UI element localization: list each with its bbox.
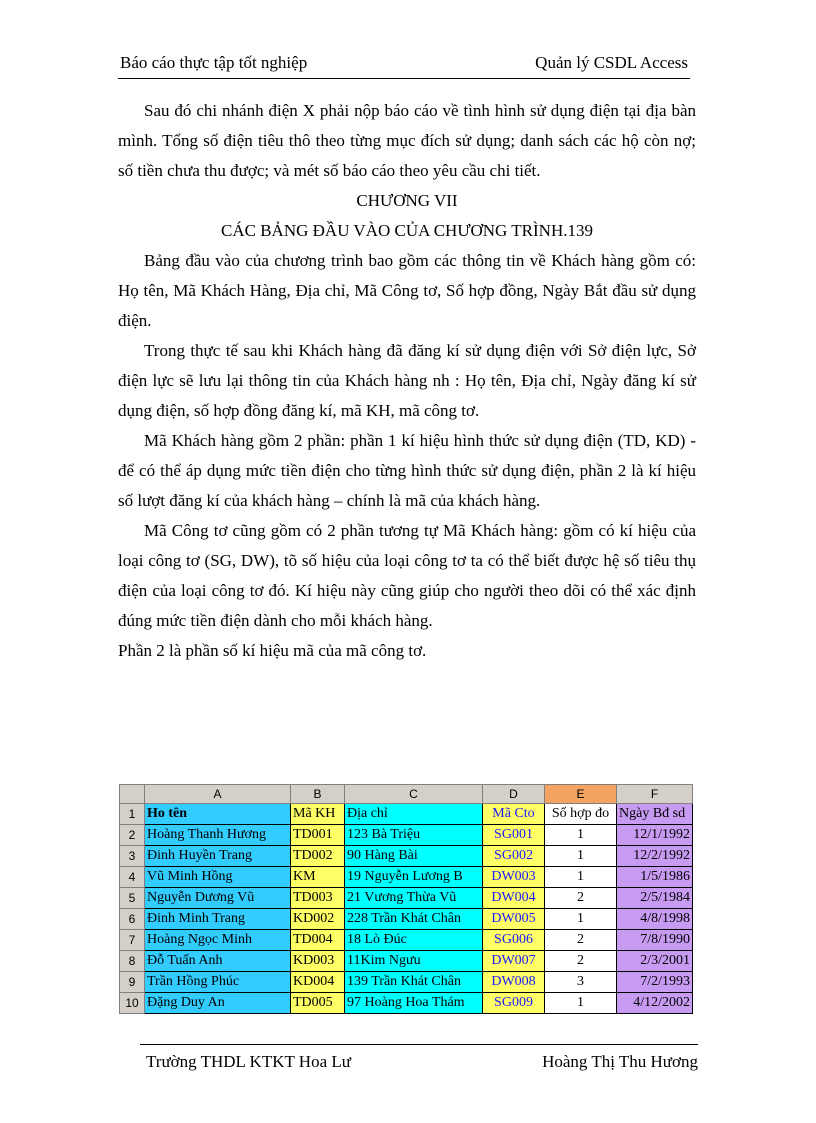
row-number[interactable]: 8 <box>120 951 145 972</box>
cell-kh[interactable]: TD001 <box>291 825 345 846</box>
cell-addr[interactable]: 11Kim Ngưu <box>345 951 483 972</box>
table-row <box>120 930 693 951</box>
cell-kh[interactable]: KD002 <box>291 909 345 930</box>
footer-right: Hoàng Thị Thu Hương <box>542 1052 698 1071</box>
cell-addr[interactable]: 228 Trần Khát Chân <box>345 909 483 930</box>
col-header-b[interactable]: B <box>291 785 345 804</box>
cell-header-name[interactable]: Ho tên <box>145 804 291 825</box>
col-header-a[interactable]: A <box>145 785 291 804</box>
paragraph: Sau đó chi nhánh điện X phải nộp báo cáo về tình hình sử dụng điện tại địa bàn mình. Tổng số điện tiêu thô theo từng mục đích sử dụng; danh sách các hộ còn nợ; số tiền chưa thu được; và mét số báo cáo theo yêu cầu chi tiết. <box>118 101 696 180</box>
cell-cto[interactable]: DW003 <box>483 867 545 888</box>
cell-name[interactable]: Hoàng Thanh Hương <box>145 825 291 846</box>
cell-addr[interactable]: 90 Hàng Bài <box>345 846 483 867</box>
row-number[interactable]: 1 <box>120 804 145 825</box>
select-all-corner[interactable] <box>120 785 145 804</box>
cell-kh[interactable]: KD003 <box>291 951 345 972</box>
cell-date[interactable]: 2/3/2001 <box>617 951 693 972</box>
paragraph: Bảng đầu vào của chương trình bao gồm các thông tin về Khách hàng gồm có: Họ tên, Mã Khách Hàng, Địa chỉ, Mã Công tơ, Số hợp đồng, Ngày Bắt đầu sử dụng điện. <box>118 251 696 330</box>
header-row <box>120 804 693 825</box>
cell-header-kh[interactable]: Mã KH <box>291 804 345 825</box>
row-number[interactable]: 3 <box>120 846 145 867</box>
cell-cto[interactable]: DW008 <box>483 972 545 993</box>
paragraph: Phần 2 là phần số kí hiệu mã của mã công tơ. <box>118 641 427 660</box>
col-header-e[interactable]: E <box>545 785 617 804</box>
cell-cto[interactable]: DW005 <box>483 909 545 930</box>
cell-hd[interactable]: 1 <box>545 993 617 1014</box>
cell-hd[interactable]: 2 <box>545 951 617 972</box>
cell-addr[interactable]: 18 Lò Đúc <box>345 930 483 951</box>
table-row <box>120 846 693 867</box>
document-body <box>118 96 696 666</box>
cell-header-hd[interactable]: Số hợp đo <box>545 804 617 825</box>
cell-name[interactable]: Nguyễn Dương Vũ <box>145 888 291 909</box>
cell-hd[interactable]: 1 <box>545 846 617 867</box>
cell-cto[interactable]: SG006 <box>483 930 545 951</box>
cell-date[interactable]: 7/2/1993 <box>617 972 693 993</box>
cell-cto[interactable]: SG001 <box>483 825 545 846</box>
header-right: Quản lý CSDL Access <box>535 53 688 72</box>
cell-kh[interactable]: KD004 <box>291 972 345 993</box>
row-number[interactable]: 6 <box>120 909 145 930</box>
cell-hd[interactable]: 2 <box>545 930 617 951</box>
cell-name[interactable]: Đặng Duy An <box>145 993 291 1014</box>
footer-divider <box>140 1044 698 1045</box>
table-row <box>120 993 693 1014</box>
cell-addr[interactable]: 21 Vương Thừa Vũ <box>345 888 483 909</box>
table-row <box>120 972 693 993</box>
table-row <box>120 888 693 909</box>
cell-date[interactable]: 4/12/2002 <box>617 993 693 1014</box>
cell-hd[interactable]: 1 <box>545 867 617 888</box>
cell-addr[interactable]: 123 Bà Triệu <box>345 825 483 846</box>
cell-name[interactable]: Đỗ Tuấn Anh <box>145 951 291 972</box>
cell-cto[interactable]: SG009 <box>483 993 545 1014</box>
cell-addr[interactable]: 19 Nguyễn Lương B <box>345 867 483 888</box>
cell-addr[interactable]: 139 Trần Khát Chân <box>345 972 483 993</box>
cell-cto[interactable]: DW007 <box>483 951 545 972</box>
cell-date[interactable]: 2/5/1984 <box>617 888 693 909</box>
cell-kh[interactable]: TD003 <box>291 888 345 909</box>
cell-name[interactable]: Vũ Minh Hồng <box>145 867 291 888</box>
cell-header-date[interactable]: Ngày Bđ sd <box>617 804 693 825</box>
table-row <box>120 825 693 846</box>
table-row <box>120 951 693 972</box>
cell-kh[interactable]: KM <box>291 867 345 888</box>
table-row <box>120 867 693 888</box>
cell-date[interactable]: 1/5/1986 <box>617 867 693 888</box>
page-header <box>118 52 690 79</box>
cell-hd[interactable]: 3 <box>545 972 617 993</box>
col-header-d[interactable]: D <box>483 785 545 804</box>
cell-name[interactable]: Đinh Minh Trang <box>145 909 291 930</box>
cell-hd[interactable]: 2 <box>545 888 617 909</box>
row-number[interactable]: 7 <box>120 930 145 951</box>
cell-name[interactable]: Đinh Huyền Trang <box>145 846 291 867</box>
cell-addr[interactable]: 97 Hoàng Hoa Thám <box>345 993 483 1014</box>
chapter-heading: CHƯƠNG VII <box>356 191 458 210</box>
row-number[interactable]: 5 <box>120 888 145 909</box>
col-header-c[interactable]: C <box>345 785 483 804</box>
cell-name[interactable]: Hoàng Ngọc Minh <box>145 930 291 951</box>
row-number[interactable]: 9 <box>120 972 145 993</box>
cell-kh[interactable]: TD005 <box>291 993 345 1014</box>
sheet-body <box>120 825 693 1014</box>
cell-cto[interactable]: DW004 <box>483 888 545 909</box>
row-number[interactable]: 10 <box>120 993 145 1014</box>
cell-hd[interactable]: 1 <box>545 909 617 930</box>
paragraph: Trong thực tế sau khi Khách hàng đã đăng kí sử dụng điện với Sở điện lực, Sở điện lực sẽ lưu lại thông tin của Khách hàng nh : Họ tên, Địa chỉ, Ngày đăng kí sử dụng điện, số hợp đồng đăng kí, mã KH, mã công tơ. <box>118 341 696 420</box>
header-left: Báo cáo thực tập tốt nghiệp <box>120 53 308 72</box>
cell-kh[interactable]: TD004 <box>291 930 345 951</box>
cell-date[interactable]: 12/1/1992 <box>617 825 693 846</box>
paragraph: Mã Khách hàng gồm 2 phần: phần 1 kí hiệu hình thức sử dụng điện (TD, KD) - để có thể áp dụng mức tiền điện cho từng hình thức sử dụng điện, phần 2 là kí hiệu số lượt đăng kí của khách hàng – chính là mã của khách hàng. <box>118 431 696 510</box>
cell-hd[interactable]: 1 <box>545 825 617 846</box>
cell-cto[interactable]: SG002 <box>483 846 545 867</box>
cell-header-addr[interactable]: Địa chỉ <box>345 804 483 825</box>
chapter-title: CÁC BẢNG ĐẦU VÀO CỦA CHƯƠNG TRÌNH.139 <box>221 221 593 240</box>
table-row <box>120 909 693 930</box>
cell-name[interactable]: Trần Hồng Phúc <box>145 972 291 993</box>
row-number[interactable]: 2 <box>120 825 145 846</box>
paragraph: Mã Công tơ cũng gồm có 2 phần tương tự Mã Khách hàng: gồm có kí hiệu của loại công tơ (SG, DW), tõ số hiệu của loại công tơ ta có thể biết được hệ số tiêu thụ điện của loại công tơ đó. Kí hiệu này cũng giúp cho người theo dõi có thể xác định đúng mức tiền điện dành cho mỗi khách hàng. <box>118 521 696 630</box>
row-number[interactable]: 4 <box>120 867 145 888</box>
cell-date[interactable]: 4/8/1998 <box>617 909 693 930</box>
footer-left: Trường THDL KTKT Hoa Lư <box>146 1052 351 1071</box>
cell-date[interactable]: 7/8/1990 <box>617 930 693 951</box>
column-letter-row <box>120 785 693 804</box>
cell-date[interactable]: 12/2/1992 <box>617 846 693 867</box>
cell-kh[interactable]: TD002 <box>291 846 345 867</box>
cell-header-cto[interactable]: Mã Cto <box>483 804 545 825</box>
spreadsheet-table <box>119 784 693 1014</box>
col-header-f[interactable]: F <box>617 785 693 804</box>
